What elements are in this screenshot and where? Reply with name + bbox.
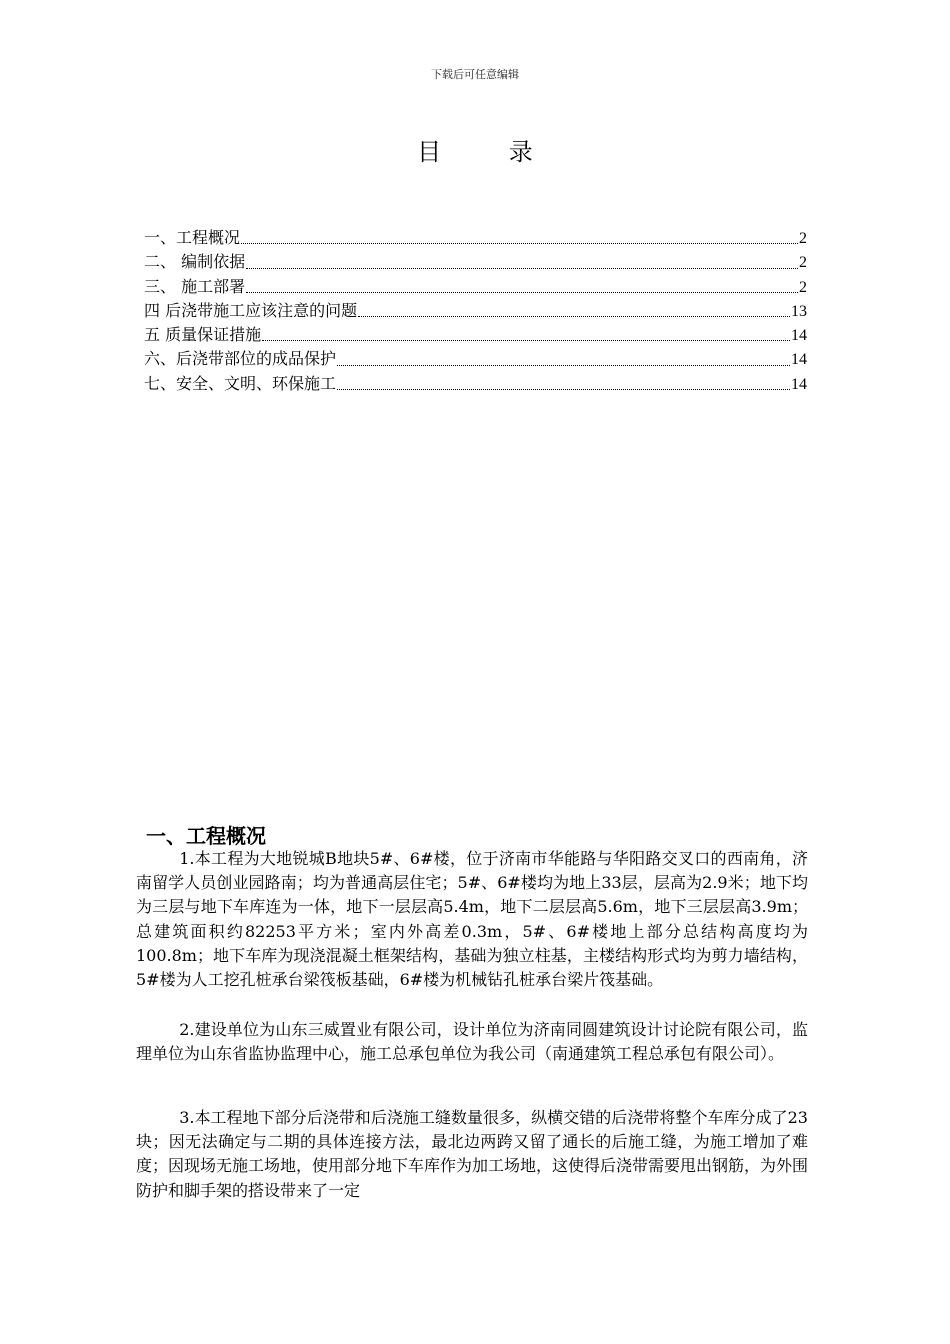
toc-entry-label: 二、 编制依据	[144, 252, 246, 272]
header-note: 下载后可任意编辑	[431, 68, 519, 81]
table-of-contents	[144, 226, 807, 396]
body-paragraph: 1.本工程为大地锐城B地块5#、6#楼，位于济南市华能路与华阳路交叉口的西南角，济南留学人员创业园路南；均为普通高层住宅；5#、6#楼均为地上33层，层高为2.9米；地下均为三层与地下车库连为一体，地下一层层高5.4m，地下二层层高5.6m，地下三层层高3.9m；总建筑面积约82253平方米；室内外高差0.3m，5#、6#楼地上部分总结构高度均为100.8m；地下车库为现浇混凝土框架结构，基础为独立柱基，主楼结构形式均为剪力墙结构，5#楼为人工挖孔桩承台梁筏板基础，6#楼为机械钻孔桩承台梁片筏基础。	[136, 849, 808, 990]
toc-leader-dots	[241, 243, 798, 244]
toc-entry-label: 三、 施工部署	[144, 276, 246, 296]
toc-entry-page: 13	[791, 302, 807, 320]
toc-entry-page: 2	[799, 278, 807, 296]
toc-title: 目 录	[417, 138, 563, 166]
toc-entry-page: 14	[791, 327, 807, 345]
toc-entry-label: 五 质量保证措施	[144, 325, 262, 345]
toc-leader-dots	[337, 389, 790, 390]
toc-entry[interactable]	[144, 250, 807, 274]
toc-entry[interactable]	[144, 275, 807, 299]
toc-entry-page: 14	[791, 351, 807, 369]
toc-entry[interactable]	[144, 347, 807, 371]
toc-entry[interactable]	[144, 372, 807, 396]
toc-leader-dots	[246, 292, 798, 293]
toc-entry[interactable]	[144, 299, 807, 323]
toc-entry-page: 14	[791, 375, 807, 393]
body-paragraph: 2.建设单位为山东三威置业有限公司，设计单位为济南同圆建筑设计讨论院有限公司，监理单位为山东省监协监理中心，施工总承包单位为我公司（南通建筑工程总承包有限公司）。	[136, 1020, 808, 1064]
toc-entry-page: 2	[799, 230, 807, 247]
toc-leader-dots	[337, 365, 790, 366]
body-paragraph: 3.本工程地下部分后浇带和后浇施工缝数量很多，纵横交错的后浇带将整个车库分成了23块；因无法确定与二期的具体连接方法，最北边两跨又留了通长的后施工缝，为施工增加了难度；因现场无施工场地，使用部分地下车库作为加工场地，这使得后浇带需要甩出钢筋，为外围防护和脚手架的搭设带来了一定	[136, 1108, 809, 1200]
toc-entry[interactable]	[144, 323, 807, 347]
toc-entry-label: 七、安全、文明、环保施工	[144, 373, 337, 393]
toc-entry-page: 2	[799, 254, 807, 272]
toc-leader-dots	[262, 340, 790, 341]
toc-leader-dots	[246, 268, 798, 269]
section-heading: 一、工程概况	[146, 824, 266, 848]
toc-entry-label: 一、工程概况	[144, 228, 241, 247]
toc-leader-dots	[358, 316, 790, 317]
toc-entry-label: 六、后浇带部位的成品保护	[144, 349, 337, 369]
toc-entry-label: 四 后浇带施工应该注意的问题	[144, 300, 358, 320]
toc-entry[interactable]	[144, 226, 807, 250]
